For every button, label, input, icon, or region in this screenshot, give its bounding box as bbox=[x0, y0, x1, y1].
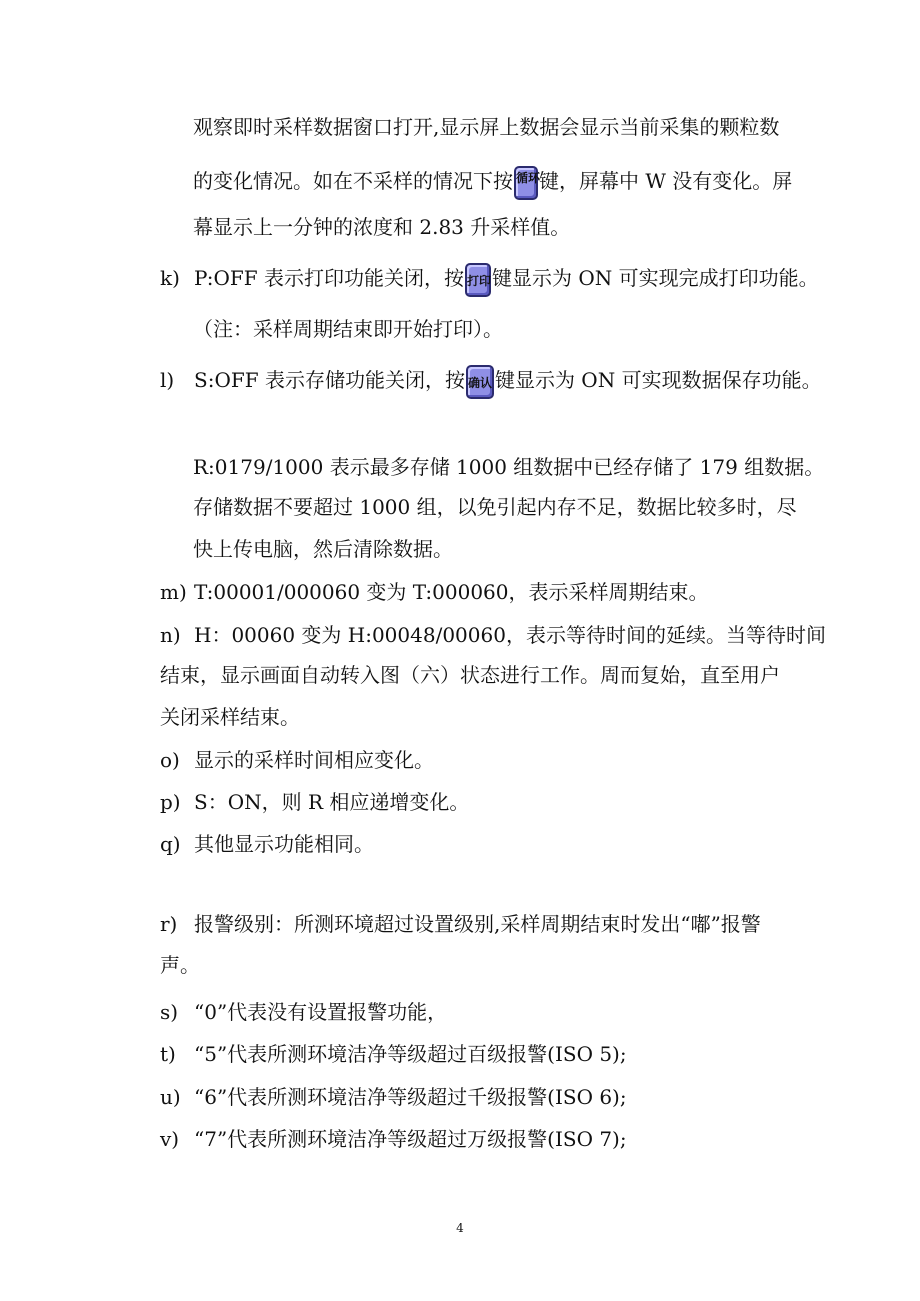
item-o bbox=[160, 748, 434, 772]
para-r-line-1: R:0179/1000 表示最多存储 1000 组数据中已经存储了 179 组数据。 bbox=[193, 455, 825, 479]
item-u-label: u) bbox=[160, 1085, 181, 1109]
item-q-text: 其他显示功能相同。 bbox=[194, 832, 374, 856]
page-number: 4 bbox=[456, 1221, 464, 1235]
item-r-label: r) bbox=[160, 912, 178, 936]
para-r-line-2: 存储数据不要超过 1000 组，以免引起内存不足，数据比较多时，尽 bbox=[193, 495, 797, 519]
para-j-line-2-text-a: 的变化情况。如在不采样的情况下按 bbox=[193, 169, 513, 193]
item-o-label: o) bbox=[160, 748, 180, 772]
para-j-line-2 bbox=[193, 163, 792, 200]
item-k-text-a: P:OFF 表示打印功能关闭，按 bbox=[194, 266, 464, 290]
item-r-text-1: 报警级别：所测环境超过设置级别,采样周期结束时发出“嘟”报警 bbox=[194, 912, 761, 936]
para-j-line-2-text-b: 键，屏幕中 W 没有变化。屏 bbox=[539, 169, 793, 193]
item-n-line-3: 关闭采样结束。 bbox=[160, 705, 300, 729]
item-r-line-1 bbox=[160, 912, 761, 936]
cycle-key-icon: 循环 bbox=[514, 166, 538, 200]
confirm-key-icon: 确认 bbox=[466, 365, 494, 399]
item-n-line-2: 结束，显示画面自动转入图（六）状态进行工作。周而复始，直至用户 bbox=[160, 663, 780, 687]
item-v-label: v) bbox=[160, 1127, 180, 1151]
para-j-line-3: 幕显示上一分钟的浓度和 2.83 升采样值。 bbox=[193, 215, 571, 239]
item-m-label: m) bbox=[160, 580, 187, 604]
item-r-line-2: 声。 bbox=[160, 953, 200, 977]
print-key-icon: 打印 bbox=[465, 263, 491, 297]
item-t bbox=[160, 1042, 627, 1066]
item-n-label: n) bbox=[160, 623, 181, 647]
item-p bbox=[160, 790, 469, 814]
item-l-text-b: 键显示为 ON 可实现数据保存功能。 bbox=[494, 368, 822, 392]
item-k-label: k) bbox=[160, 266, 180, 290]
item-p-text: S：ON，则 R 相应递增变化。 bbox=[194, 790, 470, 814]
item-v bbox=[160, 1127, 627, 1151]
item-u bbox=[160, 1085, 627, 1109]
item-v-text: “7”代表所测环境洁净等级超过万级报警(ISO 7); bbox=[194, 1127, 627, 1151]
item-p-label: p) bbox=[160, 790, 181, 814]
item-k bbox=[160, 260, 819, 297]
item-k-text-b: 键显示为 ON 可实现完成打印功能。 bbox=[492, 266, 819, 290]
item-s-text: “0”代表没有设置报警功能， bbox=[194, 1000, 448, 1024]
para-j-line-1: 观察即时采样数据窗口打开,显示屏上数据会显示当前采集的颗粒数 bbox=[193, 115, 780, 139]
item-o-text: 显示的采样时间相应变化。 bbox=[194, 748, 434, 772]
item-u-text: “6”代表所测环境洁净等级超过千级报警(ISO 6); bbox=[194, 1085, 627, 1109]
para-r-line-3: 快上传电脑，然后清除数据。 bbox=[193, 537, 453, 561]
item-n-line-1 bbox=[160, 623, 826, 647]
item-l bbox=[160, 362, 822, 399]
item-q-label: q) bbox=[160, 832, 181, 856]
item-t-label: t) bbox=[160, 1042, 176, 1066]
item-l-label: l) bbox=[160, 368, 175, 392]
item-l-text-a: S:OFF 表示存储功能关闭，按 bbox=[194, 368, 465, 392]
item-t-text: “5”代表所测环境洁净等级超过百级报警(ISO 5); bbox=[194, 1042, 627, 1066]
item-k-note: （注：采样周期结束即开始打印）。 bbox=[193, 317, 503, 341]
item-q bbox=[160, 832, 374, 856]
item-s-label: s) bbox=[160, 1000, 179, 1024]
item-m-text: T:00001/000060 变为 T:000060，表示采样周期结束。 bbox=[194, 580, 709, 604]
item-n-text-1: H：00060 变为 H:00048/00060，表示等待时间的延续。当等待时间 bbox=[194, 623, 826, 647]
item-s bbox=[160, 1000, 447, 1024]
item-m bbox=[160, 580, 709, 604]
